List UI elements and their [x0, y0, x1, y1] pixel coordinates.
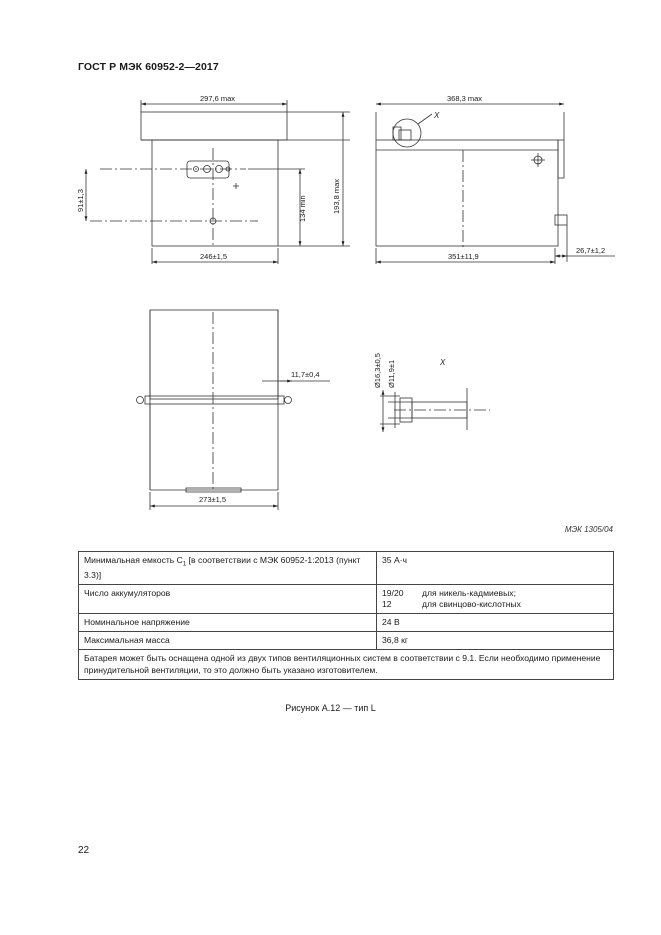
table-row — [79, 650, 614, 679]
dim-dia-11: Ø11,9±1 — [387, 359, 396, 388]
dim-246: 246±1,5 — [200, 252, 228, 261]
table-row — [79, 632, 614, 650]
detail-x-view — [380, 388, 490, 432]
dim-351: 351±11,9 — [448, 252, 479, 261]
capacity-label: Минимальная емкость $C_1$ [в соответствии с МЭК 60952-1:2013 (пункт 3.3)] — [79, 552, 377, 585]
dim-11-7: 11,7±0,4 — [291, 370, 320, 379]
spec-table — [78, 551, 614, 680]
label-x-detail: X — [440, 358, 446, 367]
capacity-value: 35 А·ч — [377, 552, 614, 585]
figure-caption: Рисунок А.12 — тип L — [285, 703, 376, 713]
page-number: 22 — [78, 845, 90, 856]
dim-26: 26,7±1,2 — [576, 246, 606, 255]
dim-dia-16: Ø16,3±0,5 — [373, 353, 382, 388]
voltage-value: 24 В — [377, 614, 614, 632]
dim-193: 193,8 max — [332, 178, 341, 214]
side-view — [376, 104, 615, 264]
dim-top-width: 297,6 max — [200, 94, 236, 103]
dim-134: 134 min — [298, 195, 307, 222]
table-row — [79, 584, 614, 613]
voltage-label: Номинальное напряжение — [79, 614, 377, 632]
figure-reference: МЭК 1305/04 — [564, 525, 613, 534]
cells-label: Число аккумуляторов — [79, 584, 377, 613]
dim-side-length: 368,3 max — [447, 94, 483, 103]
table-row — [79, 552, 614, 585]
mass-value: 36,8 кг — [377, 632, 614, 650]
top-view — [137, 310, 331, 510]
dim-91: 91±1,3 — [76, 189, 85, 212]
front-view — [86, 100, 350, 264]
mass-label: Максимальная масса — [79, 632, 377, 650]
table-note: Батарея может быть оснащена одной из двух типов вентиляционных систем в соответствии с 9.1. Если необходимо применение принудительной вентиляции, то это должно быть указано изготовителем. — [79, 650, 614, 679]
document-header: ГОСТ Р МЭК 60952-2—2017 — [78, 61, 219, 73]
label-x-top: X — [434, 111, 440, 120]
table-row — [79, 614, 614, 632]
cells-value: 19/20 для никель-кадмиевых; 12 для свинцово-кислотных — [377, 584, 614, 613]
dim-273: 273±1,5 — [199, 495, 227, 504]
